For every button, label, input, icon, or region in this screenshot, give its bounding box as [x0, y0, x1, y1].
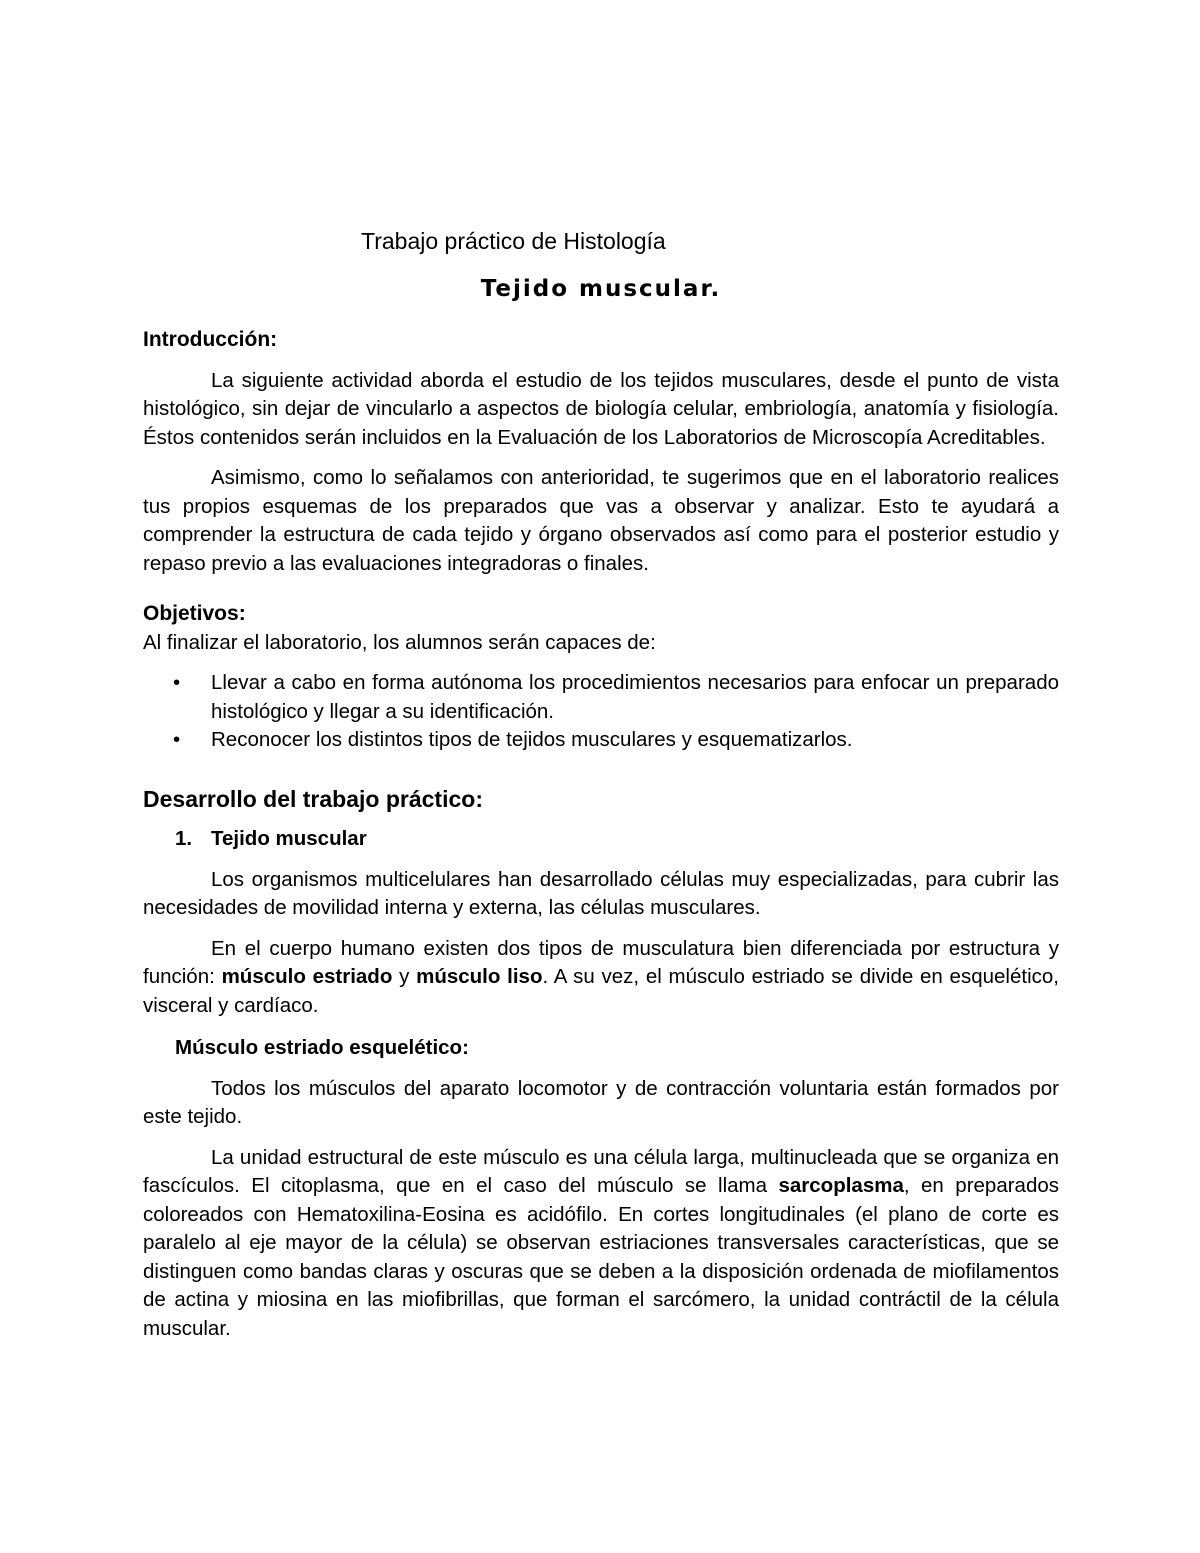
paragraph-text: y — [392, 965, 417, 988]
paragraph-text: En el cuerpo humano existen dos tipos de musculatura bien diferenciada por estructura y función: — [143, 936, 1059, 988]
numbered-item — [143, 825, 1059, 854]
paragraph-text: . A su vez, el músculo estriado se divide en esquelético, visceral y cardíaco. — [143, 965, 1059, 1017]
objective-text: Reconocer los distintos tipos de tejidos musculares y esquematizarlos. — [211, 728, 853, 751]
intro-heading: Introducción: — [143, 328, 278, 351]
bullet-icon: • — [173, 671, 181, 694]
paragraph-text: , en preparados coloreados con Hematoxilina-Eosina es acidófilo. En cortes longitudinales (el plano de corte es paralelo al eje mayor de la célula) se observan estriaciones transversales características, que se distinguen como bandas claras y oscuras que se deben a la disposición ordenada de miofilamentos de actina y miosina en las miofibrillas, que forman el sarcómero, la unidad contráctil de la célula muscular. — [143, 1174, 1060, 1340]
bullet-icon: • — [173, 728, 181, 751]
development-paragraph-1: Los organismos multicelulares han desarrollado células muy especializadas, para cubrir las necesidades de movilidad interna y externa, las células musculares. — [143, 867, 1059, 919]
objectives-lead: Al finalizar el laboratorio, los alumnos serán capaces de: — [143, 630, 656, 654]
development-paragraph-2 — [143, 935, 1059, 1021]
development-paragraph-3: Todos los músculos del aparato locomotor y de contracción voluntaria están formados por este tejido. — [143, 1076, 1059, 1128]
development-heading: Desarrollo del trabajo práctico: — [143, 785, 483, 812]
paragraph-text: La unidad estructural de este músculo es una célula larga, multinucleada que se organiza en fascículos. El citoplasma, que en el caso del músculo se llama — [143, 1145, 1059, 1197]
document-subtitle: Tejido muscular. — [480, 276, 722, 302]
objectives-heading: Objetivos: — [143, 602, 246, 625]
document-body — [143, 226, 1059, 1343]
bold-term: músculo estriado — [221, 965, 393, 988]
item-title: Tejido muscular — [211, 827, 367, 850]
bold-term: sarcoplasma — [778, 1174, 904, 1197]
objectives-list-item — [143, 726, 1059, 755]
development-paragraph-4 — [143, 1144, 1059, 1344]
subsection-heading: Músculo estriado esquelético: — [175, 1036, 469, 1059]
intro-paragraph-2: Asimismo, como lo señalamos con anterioridad, te sugerimos que en el laboratorio realices tus propios esquemas de los preparados que vas a observar y analizar. Esto te ayudará a comprender la estructura de cada tejido y órgano observados así como para el posterior estudio y repaso previo a las evaluaciones integradoras o finales. — [143, 466, 1059, 575]
bold-term: músculo liso — [416, 965, 543, 988]
document-title: Trabajo práctico de Histología — [361, 228, 666, 254]
item-number: 1. — [175, 827, 193, 850]
objectives-list-item — [143, 669, 1059, 726]
objective-text: Llevar a cabo en forma autónoma los procedimientos necesarios para enfocar un preparado histológico y llegar a su identificación. — [211, 671, 1059, 723]
intro-paragraph-1: La siguiente actividad aborda el estudio de los tejidos musculares, desde el punto de vista histológico, sin dejar de vincularlo a aspectos de biología celular, embriología, anatomía y fisiología. Éstos contenidos serán incluidos en la Evaluación de los Laboratorios de Microscopía Acreditables. — [143, 368, 1059, 449]
objectives-list — [143, 669, 1059, 755]
